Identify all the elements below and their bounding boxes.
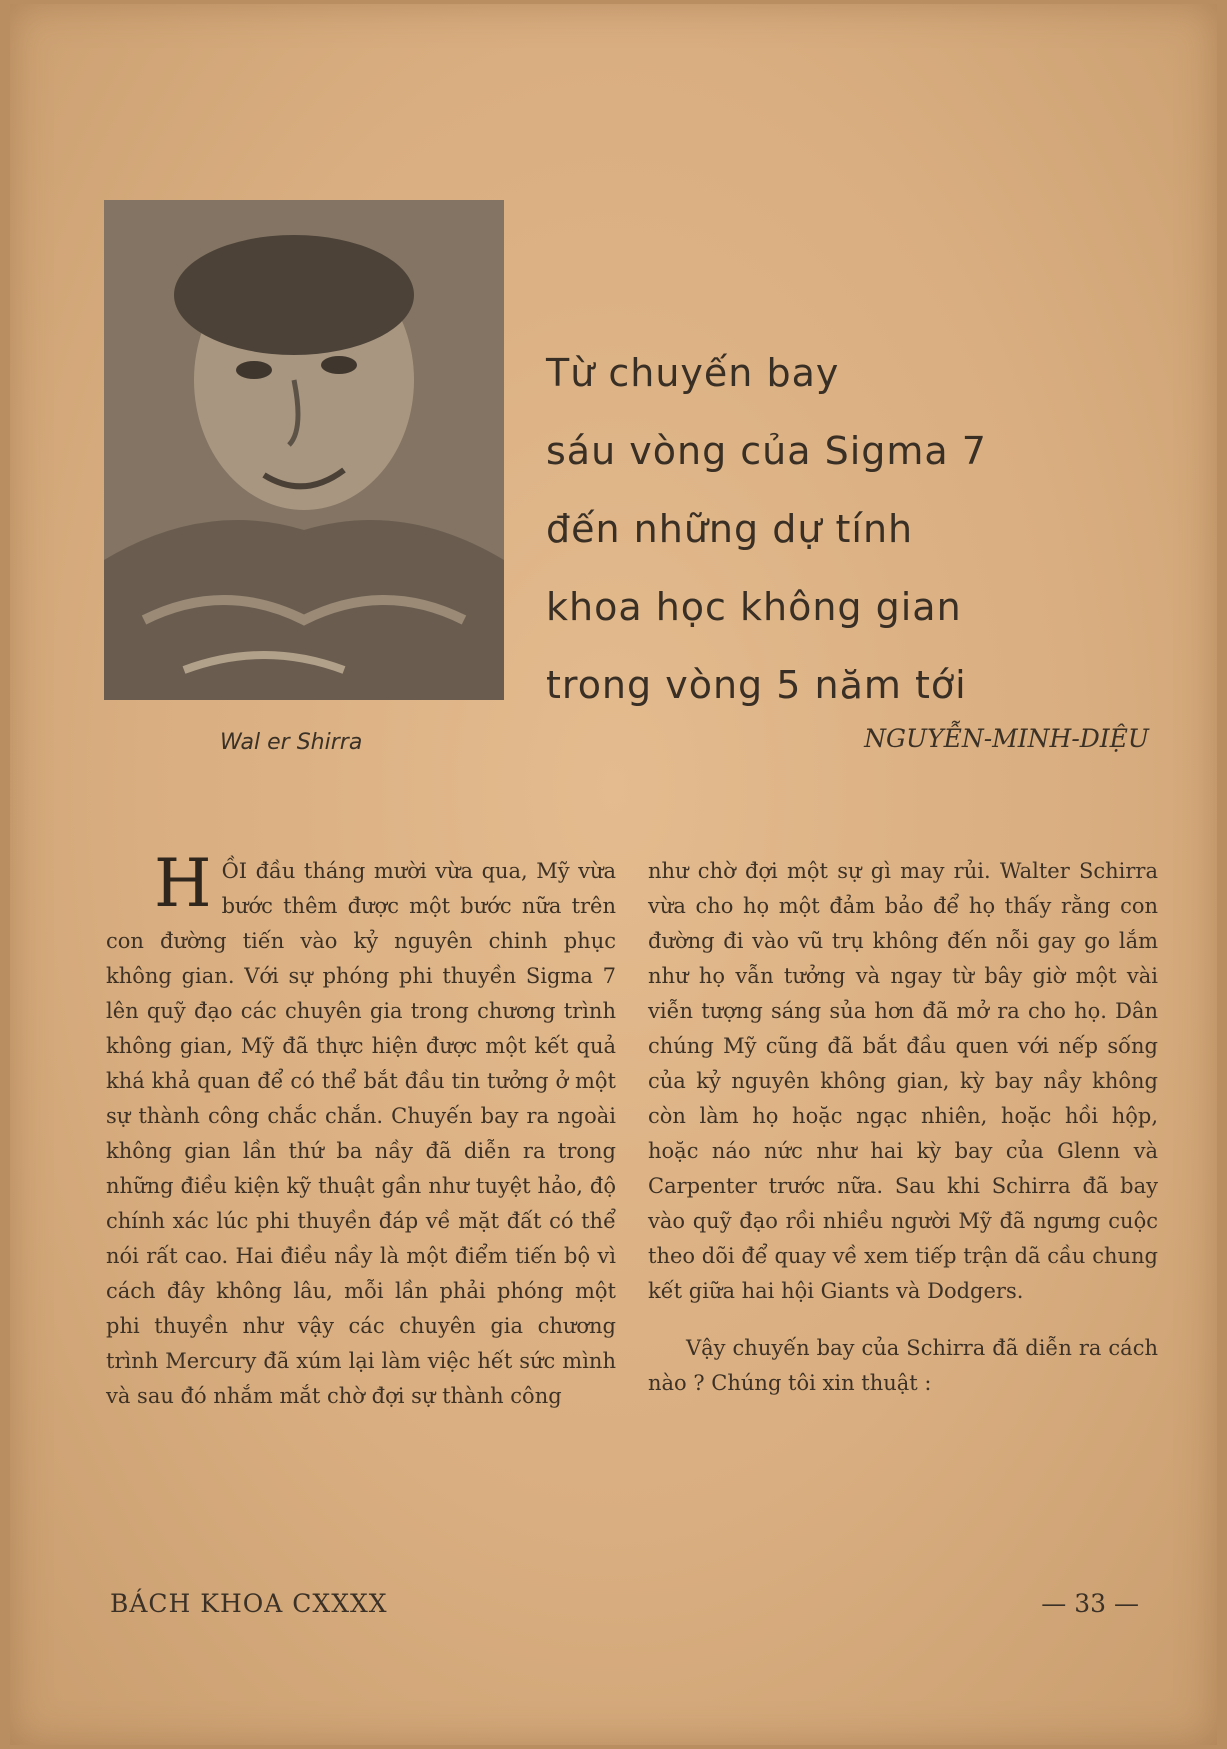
left-column	[106, 845, 616, 1414]
magazine-name: BÁCH KHOA CXXXX	[110, 1589, 388, 1618]
article-title	[546, 334, 1106, 724]
body-paragraph: như chờ đợi một sự gì may rủi. Walter Schirra vừa cho họ một đảm bảo để họ thấy rằng con đường đi vào vũ trụ không đến nỗi gay go lắm như họ vẫn tưởng và ngay từ bây giờ một vài viễn tượng sáng sủa hơn đã mở ra cho họ. Dân chúng Mỹ cũng đã bắt đầu quen với nếp sống của kỷ nguyên không gian, kỳ bay nầy không còn làm họ hoặc ngạc nhiên, hoặc hồi hộp, hoặc náo nức như hai kỳ bay của Glenn và Carpenter trước nữa. Sau khi Schirra đã bay vào quỹ đạo rồi nhiều người Mỹ đã ngưng cuộc theo dõi để quay về xem tiếp trận dã cầu chung kết giữa hai hội Giants và Dodgers.	[648, 859, 1158, 1303]
title-line: đến những dự tính	[546, 507, 914, 551]
drop-cap: H	[154, 845, 212, 922]
photo-caption: Wal er Shirra	[220, 730, 363, 755]
title-line: khoa học không gian	[546, 585, 962, 629]
paragraph-text: ỒI đầu tháng mười vừa qua, Mỹ vừa bước thêm được một bước nữa trên con đường tiến vào kỷ nguyên chinh phục không gian. Với sự phóng phi thuyền Sigma 7 lên quỹ đạo các chuyên gia trong chương trình không gian, Mỹ đã thực hiện được một kết quả khá khả quan để có thể bắt đầu tin tưởng ở một sự thành công chắc chắn. Chuyến bay ra ngoài không gian lần thứ ba nầy đã diễn ra trong những điều kiện kỹ thuật gần như tuyệt hảo, độ chính xác lúc phi thuyền đáp về mặt đất có thể nói rất cao. Hai điều nầy là một điểm tiến bộ vì cách đây không lâu, mỗi lần phải phóng một phi thuyền như vậy các chuyên gia chương trình Mercury đã xúm lại làm việc hết sức mình và sau đó nhắm mắt chờ đợi sự thành công	[106, 859, 616, 1408]
title-line: Từ chuyến bay	[546, 351, 840, 395]
right-column	[648, 854, 1158, 1401]
body-paragraph: Vậy chuyến bay của Schirra đã diễn ra cách nào ? Chúng tôi xin thuật :	[648, 1336, 1158, 1395]
author-name: NGUYỄN-MINH-DIỆU	[864, 724, 1149, 753]
page-number: — 33 —	[1041, 1589, 1139, 1618]
portrait-photo	[104, 200, 504, 700]
body-paragraph	[106, 845, 616, 1414]
title-line: trong vòng 5 năm tới	[546, 663, 967, 707]
title-line: sáu vòng của Sigma 7	[546, 429, 987, 473]
magazine-page	[10, 4, 1217, 1745]
